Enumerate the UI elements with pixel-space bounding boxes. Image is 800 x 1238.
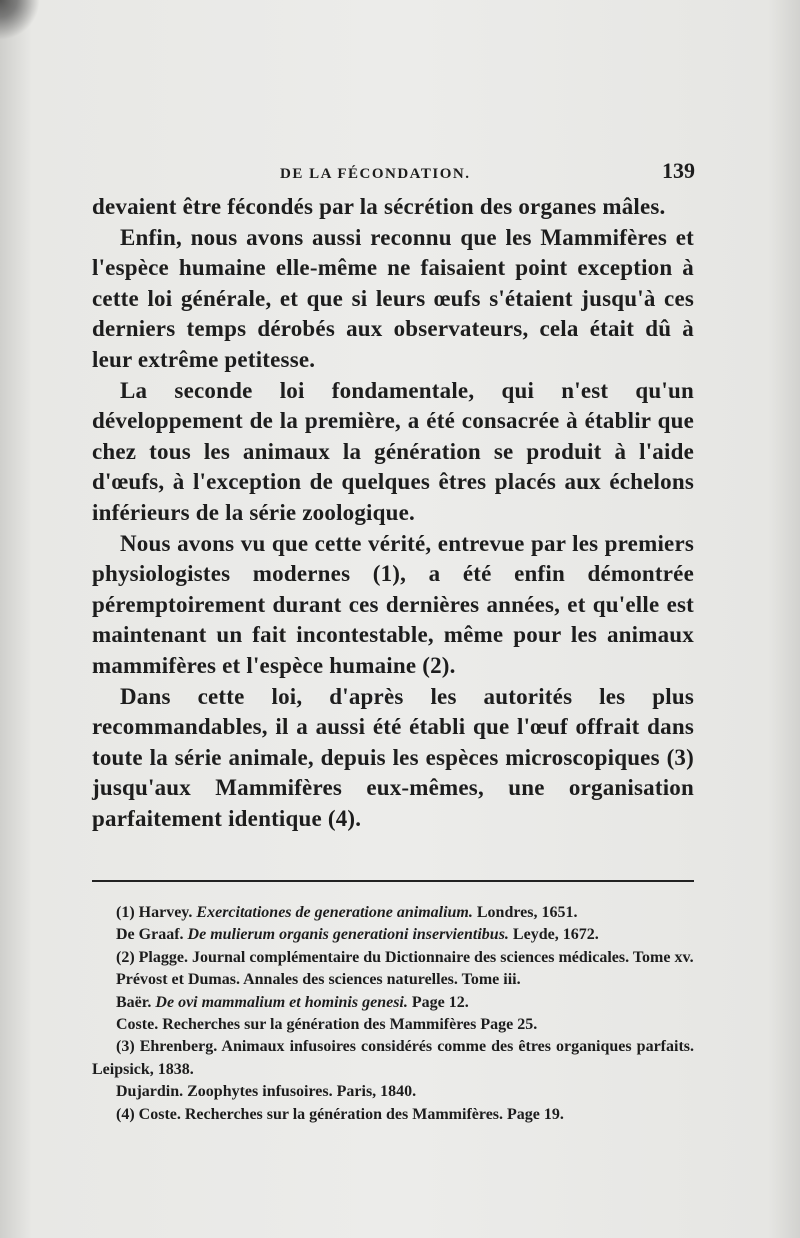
footnote-text: Page 12. [407, 993, 469, 1011]
footnote [92, 969, 694, 991]
footnote [92, 1036, 694, 1081]
footnote-text: Baër. [116, 993, 156, 1011]
body-text [92, 192, 694, 834]
paragraph: Nous avons vu que cette vérité, entrevue par les premiers physiologistes modernes (1), a été enfin démontrée péremptoirement durant ces dernières années, et qu'elle est maintenant un fait incontestable, même pour les animaux mammifères et l'espèce humaine (2). [92, 530, 694, 678]
footnote [92, 992, 694, 1014]
footnote [92, 947, 694, 969]
footnote-title: De mulierum organis generationi inservientibus. [187, 926, 509, 944]
footnote-text: Coste. Recherches sur la génération des Mammifères Page 25. [116, 1016, 538, 1034]
footnote-text: De Graaf. [116, 926, 188, 944]
paragraph: devaient être fécondés par la sécrétion des organes mâles. [92, 194, 666, 219]
footnote-text: (4) Coste. Recherches sur la génération des Mammifères. Page 19. [116, 1105, 564, 1123]
page-header [280, 158, 695, 184]
footnote-text: Londres, 1651. [472, 904, 578, 921]
page-number: 139 [662, 158, 695, 183]
paragraph: La seconde loi fondamentale, qui n'est qu'un développement de la première, a été consacrée à établir que chez tous les animaux la génération se produit à l'aide d'œufs, à l'exception de quelques êtres placés aux échelons inférieurs de la série zoologique. [92, 377, 694, 525]
footnote-title: Exercitationes de generatione animalium. [196, 904, 473, 921]
footnote-rule [92, 880, 694, 882]
footnote [92, 1014, 694, 1036]
paragraph: Dans cette loi, d'après les autorités les plus recommandables, il a aussi été établi que l'œuf offrait dans toute la série animale, depuis les espèces microscopiques (3) jusqu'aux Mammifères eux-mêmes, une organisation parfaitement identique (4). [92, 683, 694, 831]
footnote-text: (1) Harvey. [116, 904, 197, 921]
footnote-title: De ovi mammalium et hominis genesi. [155, 993, 408, 1011]
footnote-text: Leyde, 1672. [508, 926, 599, 944]
footnote [92, 1104, 694, 1126]
footnote-text: (2) Plagge. Journal complémentaire du Dictionnaire des sciences médicales. Tome xv. [116, 948, 694, 966]
footnote [92, 902, 694, 924]
footnotes [92, 902, 694, 1126]
footnote-text: Dujardin. Zoophytes infusoires. Paris, 1840. [116, 1083, 417, 1101]
footnote-text: (3) Ehrenberg. Animaux infusoires considérés comme des êtres organiques parfaits. Leipsick, 1838. [92, 1038, 694, 1078]
paragraph: Enfin, nous avons aussi reconnu que les Mammifères et l'espèce humaine elle-même ne faisaient point exception à cette loi générale, et que si leurs œufs s'étaient jusqu'à ces derniers temps dérobés aux observateurs, cela était dû à leur extrême petitesse. [92, 224, 694, 372]
footnote [92, 924, 694, 946]
running-title: DE LA FÉCONDATION. [280, 166, 471, 182]
footnote [92, 1081, 694, 1103]
footnote-text: Prévost et Dumas. Annales des sciences naturelles. Tome iii. [116, 971, 521, 989]
